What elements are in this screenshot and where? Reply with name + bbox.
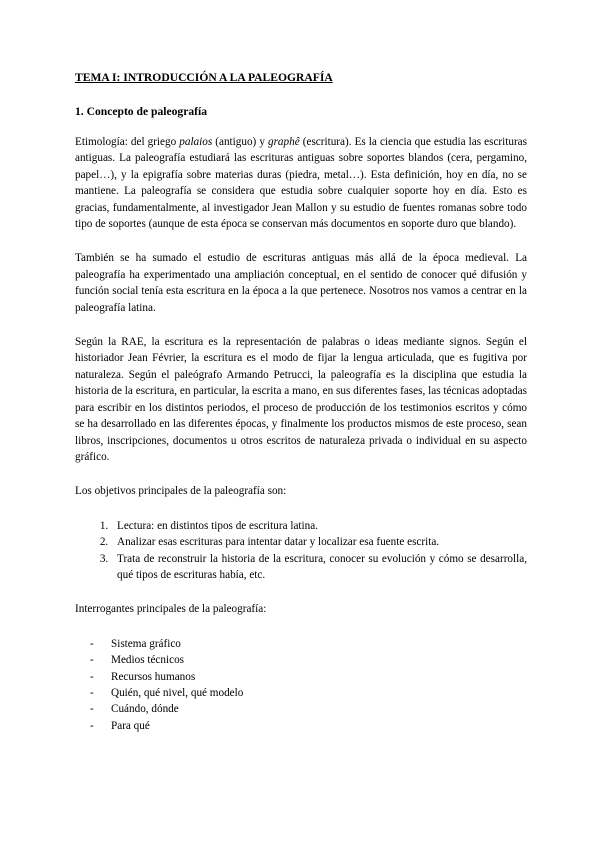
objective-item: 2. Analizar esas escrituras para intentar datar y localizar esa fuente escrita. [111, 534, 527, 550]
page-title: TEMA I: INTRODUCCIÓN A LA PALEOGRAFÍA [75, 71, 333, 84]
objective-item: 1. Lectura: en distintos tipos de escritura latina. [111, 518, 527, 534]
objectives-intro: Los objetivos principales de la paleografía son: [75, 485, 287, 498]
term-graphe: graphê [267, 136, 300, 148]
question-item: - Quién, qué nivel, qué modelo [90, 685, 527, 701]
dash-marker: - [90, 670, 94, 683]
paragraph-etymology-post: (escritura). Es la ciencia que estudia las escrituras antiguas. La paleografía estudiará las escrituras antiguas sobre soportes blandos (cera, pergamino, papel…), y la epigrafía sobre materias duras (piedra, metal…). Esta definición, hoy en día, no se mantiene. La paleografía se considera que estudia sobre cualquier soporte hoy en día. Esto es gracias, fundamentalmente, al investigador Jean Mallon y su estudio de fuentes romanas sobre todo tipo de soportes (aunque de esta época se conservan más documentos en soporte duro que blando). [75, 136, 527, 231]
paragraph-etymology [75, 134, 527, 232]
question-item: - Cuándo, dónde [90, 701, 527, 717]
section-heading: 1. Concepto de paleografía [75, 105, 208, 118]
paragraph-etymology-mid: (antiguo) y [212, 136, 268, 148]
question-item: - Para qué [90, 718, 527, 734]
dash-marker: - [90, 686, 94, 699]
question-item: - Sistema gráfico [90, 636, 527, 652]
paragraph-definitions: Según la RAE, la escritura es la representación de palabras o ideas mediante signos. Según el historiador Jean Février, la escritura es el modo de fijar la lengua articulada, que es fugitiva por naturaleza. Según el paleógrafo Armando Petrucci, la paleografía es la disciplina que estudia la historia de la escritura, en particular, la escrita a mano, en sus diferentes fases, las técnicas adoptadas para escribir en los distintos periodos, el proceso de producción de los testimonios escritos y cómo se ha desarrollado en las diferentes épocas, y finalmente los productos mismos de este proceso, sean libros, inscripciones, documentos u otros escritos de naturaleza privada o individual en su aspecto gráfico. [75, 336, 527, 463]
dash-marker: - [90, 703, 94, 716]
questions-intro: Interrogantes principales de la paleografía: [75, 603, 267, 616]
dash-marker: - [90, 637, 94, 650]
dash-marker: - [90, 654, 94, 667]
question-item: - Medios técnicos [90, 652, 527, 668]
term-palaios: palaios [179, 136, 213, 148]
document-body [75, 70, 527, 734]
questions-list [75, 636, 527, 734]
objectives-list [75, 518, 527, 584]
paragraph-expansion: También se ha sumado el estudio de escrituras antiguas más allá de la época medieval. La paleografía ha experimentado una ampliación conceptual, en el sentido de conocer qué difusión y función social tenía esta escritura en la época a la que pertenece. Nosotros nos vamos a centrar en la paleografía latina. [75, 252, 527, 314]
dash-marker: - [90, 719, 94, 732]
objective-item: 3. Trata de reconstruir la historia de la escritura, conocer su evolución y cómo se desarrolla, qué tipos de escrituras había, etc. [111, 551, 527, 584]
question-item: - Recursos humanos [90, 669, 527, 685]
paragraph-etymology-pre: Etimología: del griego [75, 136, 180, 148]
